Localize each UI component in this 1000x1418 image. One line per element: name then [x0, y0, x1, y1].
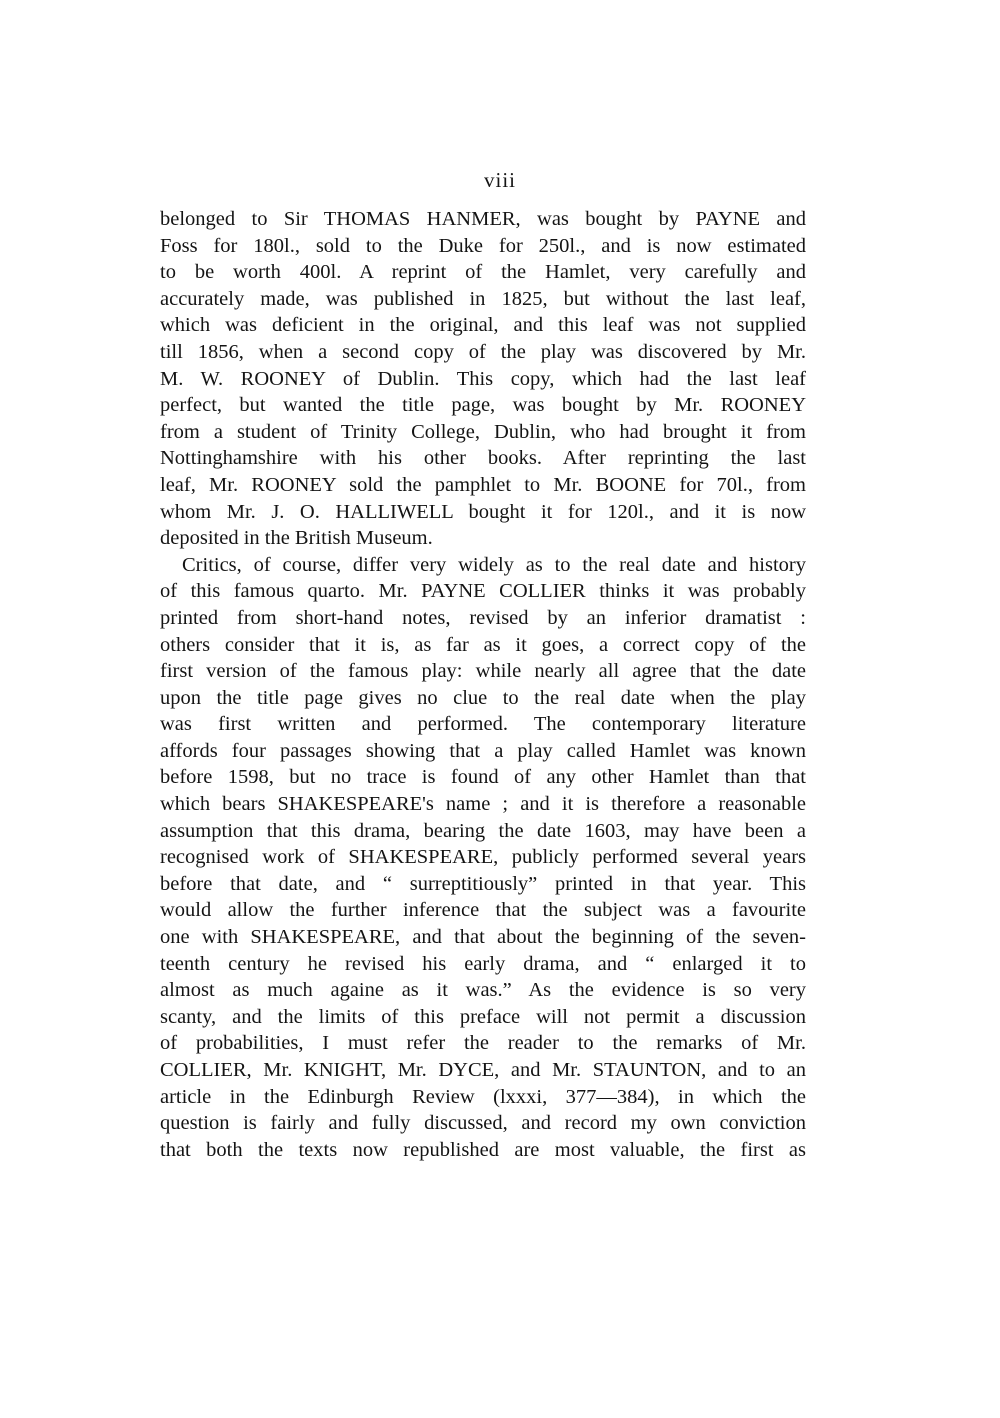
text-line: teenth century he revised his early drama, and “ enlarged it to [160, 952, 806, 975]
text-line: accurately made, was published in 1825, but without the last leaf, [160, 287, 806, 310]
text-line: printed from short-hand notes, revised by an inferior dramatist : [160, 606, 806, 629]
text-line: was first written and performed. The contemporary literature [160, 713, 806, 736]
text-line: upon the title page gives no clue to the real date when the play [160, 686, 806, 709]
text-line: of probabilities, I must refer the reader to the remarks of Mr. [160, 1032, 806, 1055]
text-line: leaf, Mr. ROONEY sold the pamphlet to Mr. BOONE for 70l., from [160, 473, 806, 496]
text-line: COLLIER, Mr. KNIGHT, Mr. DYCE, and Mr. STAUNTON, and to an [160, 1059, 806, 1081]
text-line: whom Mr. J. O. HALLIWELL bought it for 120l., and it is now [160, 500, 806, 523]
paragraph-1 [160, 206, 806, 552]
text-line: to be worth 400l. A reprint of the Hamlet, very carefully and [160, 261, 806, 284]
text-line: recognised work of SHAKESPEARE, publicly performed several years [160, 846, 806, 869]
text-line: Critics, of course, differ very widely as to the real date and history [182, 553, 806, 576]
text-line: affords four passages showing that a play called Hamlet was known [160, 739, 806, 762]
text-line: which bears SHAKESPEARE's name ; and it is therefore a reasonable [160, 793, 806, 816]
text-line: before 1598, but no trace is found of any other Hamlet than that [160, 766, 806, 789]
text-line: scanty, and the limits of this preface will not permit a discussion [160, 1005, 806, 1028]
text-line: would allow the further inference that the subject was a favourite [160, 899, 806, 922]
text-line: that both the texts now republished are most valuable, the first as [160, 1138, 806, 1161]
text-line: perfect, but wanted the title page, was bought by Mr. ROONEY [160, 394, 806, 417]
text-line: deposited in the British Museum. [160, 527, 433, 550]
text-line: which was deficient in the original, and this leaf was not supplied [160, 314, 806, 337]
text-line: M. W. ROONEY of Dublin. This copy, which had the last leaf [160, 367, 806, 390]
text-line: of this famous quarto. Mr. PAYNE COLLIER thinks it was probably [160, 580, 806, 603]
text-line: till 1856, when a second copy of the play was discovered by Mr. [160, 340, 806, 363]
paragraph-2 [160, 552, 806, 1164]
text-line: others consider that it is, as far as it goes, a correct copy of the [160, 633, 806, 656]
text-line: first version of the famous play: while nearly all agree that the date [160, 660, 806, 683]
text-line: almost as much againe as it was.” As the evidence is so very [160, 979, 806, 1002]
text-line: from a student of Trinity College, Dublin, who had brought it from [160, 420, 806, 443]
text-line: belonged to Sir THOMAS HANMER, was bought by PAYNE and [160, 208, 806, 230]
text-line: before that date, and “ surreptitiously” printed in that year. This [160, 872, 806, 895]
page-number: viii [483, 168, 516, 192]
text-line: Nottinghamshire with his other books. After reprinting the last [160, 447, 806, 470]
text-line: Foss for 180l., sold to the Duke for 250l., and is now estimated [160, 234, 806, 257]
body-text [160, 206, 806, 1163]
text-line: assumption that this drama, bearing the date 1603, may have been a [160, 819, 806, 842]
text-line: question is fairly and fully discussed, and record my own conviction [160, 1112, 806, 1135]
text-line: article in the Edinburgh Review (lxxxi, 377—384), in which the [160, 1085, 806, 1108]
text-line: one with SHAKESPEARE, and that about the beginning of the seven- [160, 926, 806, 949]
